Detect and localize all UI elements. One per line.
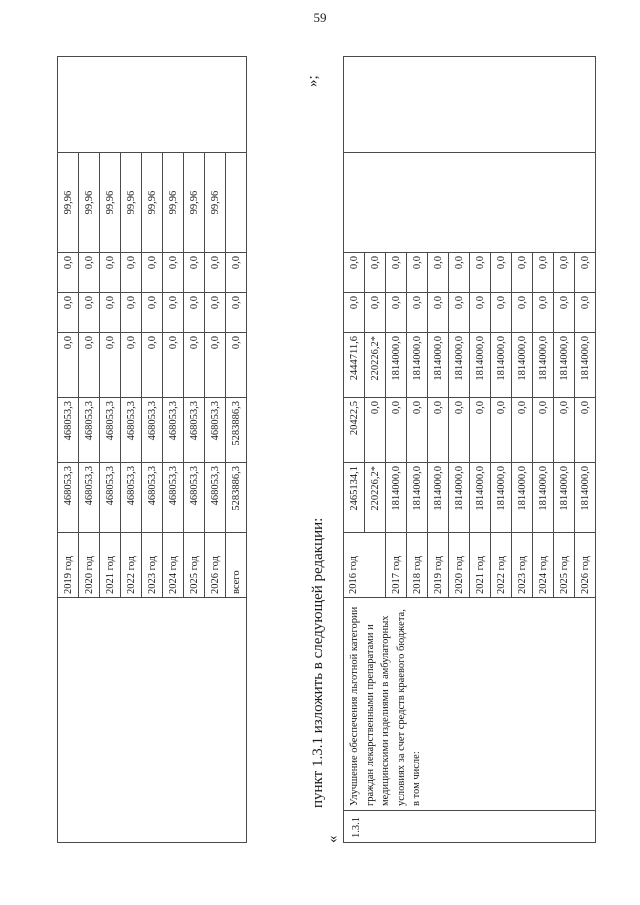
year-cell: 2025 год <box>184 533 205 598</box>
other-cell: 0,0 <box>365 253 386 293</box>
local-cell: 0,0 <box>512 293 533 333</box>
federal-cell: 1814000,0 <box>386 333 407 398</box>
local-cell: 0,0 <box>121 293 142 333</box>
other-cell: 0,0 <box>184 253 205 293</box>
local-cell: 0,0 <box>407 293 428 333</box>
total-cell: 5283886,3 <box>226 463 247 533</box>
other-cell: 0,0 <box>512 253 533 293</box>
table-row <box>58 57 79 843</box>
federal-cell: 1814000,0 <box>449 333 470 398</box>
page-number: 59 <box>313 10 327 25</box>
federal-cell: 1814000,0 <box>554 333 575 398</box>
year-cell: 2026 год <box>575 533 596 598</box>
local-cell: 0,0 <box>100 293 121 333</box>
rate-cell: 99,96 <box>58 153 79 253</box>
other-cell: 0,0 <box>205 253 226 293</box>
federal-cell: 1814000,0 <box>407 333 428 398</box>
local-cell: 0,0 <box>428 293 449 333</box>
local-cell: 0,0 <box>533 293 554 333</box>
regional-cell: 0,0 <box>470 398 491 463</box>
local-cell: 0,0 <box>386 293 407 333</box>
other-cell: 0,0 <box>428 253 449 293</box>
other-cell: 0,0 <box>142 253 163 293</box>
other-cell: 0,0 <box>575 253 596 293</box>
year-cell: 2024 год <box>163 533 184 598</box>
year-cell: 2023 год <box>142 533 163 598</box>
federal-cell: 0,0 <box>226 333 247 398</box>
year-cell: 2023 год <box>512 533 533 598</box>
local-cell: 0,0 <box>163 293 184 333</box>
other-cell: 0,0 <box>449 253 470 293</box>
year-cell: 2021 год <box>100 533 121 598</box>
total-cell: 2465134,1 <box>344 463 365 533</box>
other-cell: 0,0 <box>226 253 247 293</box>
year-cell: 2024 год <box>533 533 554 598</box>
blank-cell <box>344 57 596 153</box>
regional-cell: 0,0 <box>533 398 554 463</box>
local-cell: 0,0 <box>491 293 512 333</box>
total-cell: 1814000,0 <box>386 463 407 533</box>
local-cell: 0,0 <box>575 293 596 333</box>
year-cell: 2018 год <box>407 533 428 598</box>
federal-cell: 0,0 <box>184 333 205 398</box>
local-cell: 0,0 <box>142 293 163 333</box>
other-cell: 0,0 <box>533 253 554 293</box>
local-cell: 0,0 <box>365 293 386 333</box>
total-cell: 468053,3 <box>142 463 163 533</box>
other-cell: 0,0 <box>58 253 79 293</box>
item-description-cell: Улучшение обеспечения льготной категории граждан лекарственными препаратами и медицинскими изделиями в амбулаторных условиях за счет средств краевого бюджета, в том числе: <box>344 598 596 811</box>
local-cell: 0,0 <box>470 293 491 333</box>
regional-cell: 468053,3 <box>121 398 142 463</box>
federal-cell: 0,0 <box>79 333 100 398</box>
rate-cell: 99,96 <box>121 153 142 253</box>
federal-cell: 2444711,6 <box>344 333 365 398</box>
other-cell: 0,0 <box>407 253 428 293</box>
federal-cell: 0,0 <box>142 333 163 398</box>
rate-cell: 99,96 <box>79 153 100 253</box>
local-cell: 0,0 <box>205 293 226 333</box>
blank-cell <box>58 598 247 843</box>
other-cell: 0,0 <box>470 253 491 293</box>
local-cell: 0,0 <box>554 293 575 333</box>
total-cell: 1814000,0 <box>554 463 575 533</box>
regional-cell: 468053,3 <box>58 398 79 463</box>
year-cell: 2022 год <box>491 533 512 598</box>
other-cell: 0,0 <box>79 253 100 293</box>
regional-cell: 0,0 <box>449 398 470 463</box>
total-cell: 1814000,0 <box>491 463 512 533</box>
regional-cell: 468053,3 <box>79 398 100 463</box>
total-cell: 1814000,0 <box>575 463 596 533</box>
year-cell: 2020 год <box>449 533 470 598</box>
year-cell: 2021 год <box>470 533 491 598</box>
federal-cell: 1814000,0 <box>512 333 533 398</box>
other-cell: 0,0 <box>100 253 121 293</box>
table-top <box>57 56 247 843</box>
regional-cell: 468053,3 <box>100 398 121 463</box>
regional-cell: 0,0 <box>428 398 449 463</box>
year-cell: 2017 год <box>386 533 407 598</box>
total-cell: 468053,3 <box>79 463 100 533</box>
total-cell: 468053,3 <box>121 463 142 533</box>
federal-cell: 1814000,0 <box>533 333 554 398</box>
rate-cell: 99,96 <box>205 153 226 253</box>
year-cell: 2025 год <box>554 533 575 598</box>
local-cell: 0,0 <box>449 293 470 333</box>
local-cell: 0,0 <box>184 293 205 333</box>
rate-cell: 99,96 <box>184 153 205 253</box>
year-cell: 2019 год <box>428 533 449 598</box>
rate-cell: 99,96 <box>142 153 163 253</box>
federal-cell: 0,0 <box>100 333 121 398</box>
year-cell: 2022 год <box>121 533 142 598</box>
regional-cell: 468053,3 <box>184 398 205 463</box>
other-cell: 0,0 <box>491 253 512 293</box>
amendment-paragraph: пункт 1.3.1 изложить в следующей редакции: <box>310 517 326 808</box>
other-cell: 0,0 <box>163 253 184 293</box>
total-cell: 1814000,0 <box>428 463 449 533</box>
regional-cell: 0,0 <box>365 398 386 463</box>
blank-cell <box>58 57 247 153</box>
total-cell: 1814000,0 <box>407 463 428 533</box>
total-cell: 1814000,0 <box>470 463 491 533</box>
year-cell: 2026 год <box>205 533 226 598</box>
rate-cell: 99,96 <box>100 153 121 253</box>
federal-cell: 0,0 <box>163 333 184 398</box>
year-cell: 2016 год <box>344 533 386 598</box>
regional-cell: 0,0 <box>554 398 575 463</box>
rotated-page-content <box>57 57 589 843</box>
local-cell: 0,0 <box>226 293 247 333</box>
closing-quote: »; <box>305 75 321 87</box>
federal-cell: 0,0 <box>58 333 79 398</box>
federal-cell: 0,0 <box>121 333 142 398</box>
total-cell: 468053,3 <box>184 463 205 533</box>
other-cell: 0,0 <box>344 253 365 293</box>
regional-cell: 0,0 <box>575 398 596 463</box>
federal-cell: 1814000,0 <box>575 333 596 398</box>
other-cell: 0,0 <box>554 253 575 293</box>
item-code-cell: 1.3.1 <box>344 811 596 843</box>
regional-cell: 0,0 <box>512 398 533 463</box>
year-cell: 2020 год <box>79 533 100 598</box>
regional-cell: 20422,5 <box>344 398 365 463</box>
regional-cell: 0,0 <box>407 398 428 463</box>
other-cell: 0,0 <box>121 253 142 293</box>
total-cell: 1814000,0 <box>449 463 470 533</box>
federal-cell: 0,0 <box>205 333 226 398</box>
regional-cell: 468053,3 <box>142 398 163 463</box>
federal-cell: 1814000,0 <box>491 333 512 398</box>
table-bottom <box>343 56 596 843</box>
federal-cell: 220226,2* <box>365 333 386 398</box>
federal-cell: 1814000,0 <box>470 333 491 398</box>
total-cell: 468053,3 <box>163 463 184 533</box>
regional-cell: 0,0 <box>491 398 512 463</box>
local-cell: 0,0 <box>79 293 100 333</box>
rate-cell <box>226 153 247 253</box>
total-cell: 468053,3 <box>100 463 121 533</box>
total-cell: 468053,3 <box>205 463 226 533</box>
local-cell: 0,0 <box>58 293 79 333</box>
rate-cell: 99,96 <box>163 153 184 253</box>
local-cell: 0,0 <box>344 293 365 333</box>
table-row <box>344 57 365 843</box>
other-cell: 0,0 <box>386 253 407 293</box>
total-cell: 468053,3 <box>58 463 79 533</box>
regional-cell: 5283886,3 <box>226 398 247 463</box>
regional-cell: 468053,3 <box>163 398 184 463</box>
total-cell: 220226,2* <box>365 463 386 533</box>
year-cell: 2019 год <box>58 533 79 598</box>
year-cell: всего <box>226 533 247 598</box>
regional-cell: 0,0 <box>386 398 407 463</box>
federal-cell: 1814000,0 <box>428 333 449 398</box>
regional-cell: 468053,3 <box>205 398 226 463</box>
opening-quote: « <box>325 835 341 843</box>
total-cell: 1814000,0 <box>512 463 533 533</box>
blank-cell <box>344 153 596 253</box>
total-cell: 1814000,0 <box>533 463 554 533</box>
